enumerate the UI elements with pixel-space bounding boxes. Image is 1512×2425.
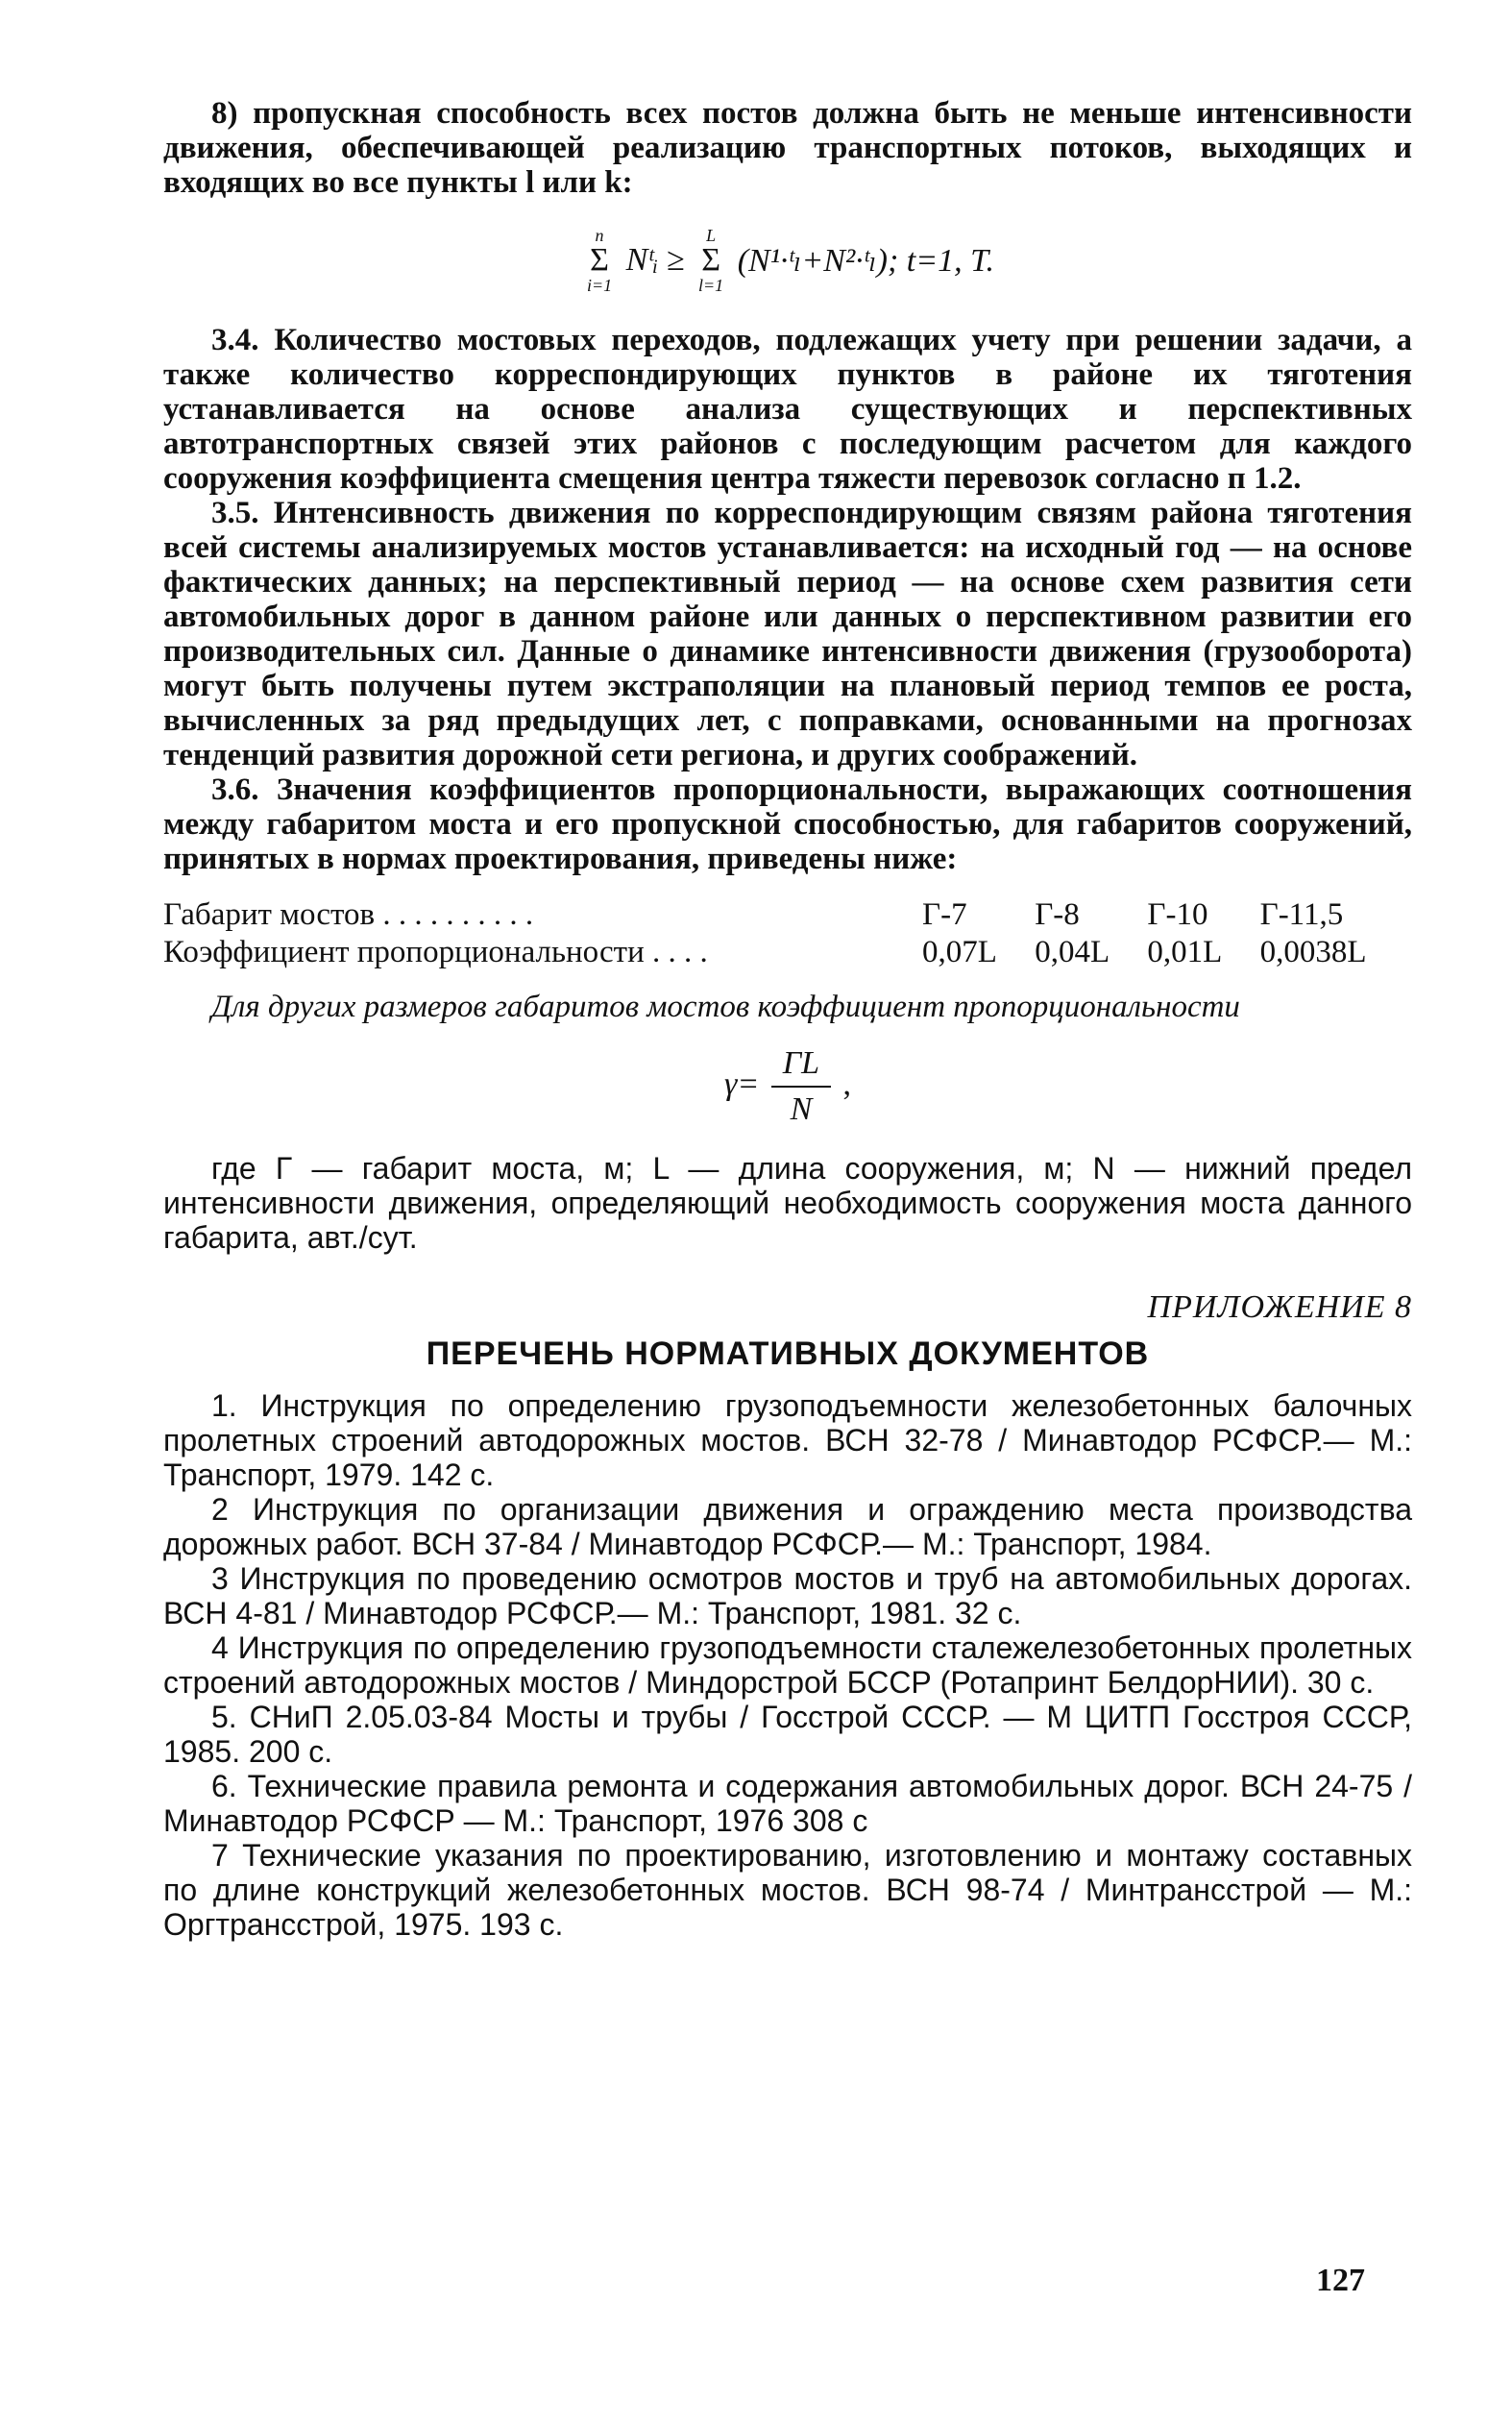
list-item: 2 Инструкция по организации движения и ограждению места производства дорожных работ. ВСН 37-84 / Минавтодор РСФСР.— М.: Транспорт, 1984. <box>163 1492 1412 1561</box>
table-row <box>163 897 1412 935</box>
sum-lower-limit: l=1 <box>698 276 724 295</box>
fraction-denominator: N <box>790 1091 813 1127</box>
appendix-label: ПРИЛОЖЕНИЕ 8 <box>1147 1289 1412 1325</box>
table-cell: Г-11,5 <box>1259 897 1344 932</box>
formula-rhs: (N¹·ᵗₗ+N²·ᵗₗ); t=1, T. <box>737 243 995 279</box>
appendix-title: ПЕРЕЧЕНЬ НОРМАТИВНЫХ ДОКУМЕНТОВ <box>426 1335 1150 1372</box>
gabarit-table <box>163 897 1412 972</box>
coefficient-label: Коэффициент пропорциональности . . . . <box>163 935 708 969</box>
item-8-paragraph: 8) пропускная способность всех постов должна быть не меньше интенсивности движения, обеспечивающей реализацию транспортных потоков, выходящих и входящих во все пункты l или k: <box>163 96 1412 200</box>
list-item: 5. СНиП 2.05.03-84 Мосты и трубы / Госстрой СССР. — М ЦИТП Госстроя СССР, 1985. 200 с. <box>163 1700 1412 1769</box>
table-cell: 0,04L <box>1035 935 1110 969</box>
table-cell: 0,01L <box>1147 935 1223 969</box>
table-cell: Г-10 <box>1147 897 1208 932</box>
other-sizes-text: Для других размеров габаритов мостов коэффициент пропорциональности <box>211 990 1240 1024</box>
formula-tail: , <box>842 1066 852 1102</box>
sigma-symbol: Σ <box>590 242 609 278</box>
list-item: 4 Инструкция по определению грузоподъемности сталежелезобетонных пролетных строений автодорожных мостов / Миндорстрой БССР (Ротапринт БелдорНИИ). 30 с. <box>163 1630 1412 1700</box>
page-content <box>163 96 1412 1942</box>
fraction <box>771 1045 831 1128</box>
formula-lhs: Nᵗᵢ ≥ <box>625 242 685 278</box>
formula-lhs: γ= <box>723 1066 760 1102</box>
list-item: 6. Технические правила ремонта и содержания автомобильных дорог. ВСН 24-75 / Минавтодор РСФСР — М.: Транспорт, 1976 308 с <box>163 1769 1412 1838</box>
references-list <box>163 1388 1412 1942</box>
section-3-6: 3.6. Значения коэффициентов пропорциональности, выражающих соотношения между габаритом моста и его пропускной способностью, для габаритов сооружений, принятых в нормах проектирования, приведены ниже: <box>163 772 1412 876</box>
list-item: 1. Инструкция по определению грузоподъемности железобетонных балочных пролетных строений автодорожных мостов. ВСН 32-78 / Минавтодор РСФСР.— М.: Транспорт, 1979. 142 с. <box>163 1388 1412 1492</box>
where-explanation: где Г — габарит моста, м; L — длина сооружения, м; N — нижний предел интенсивности движения, определяющий необходимость сооружения моста данного габарита, авт./сут. <box>163 1151 1412 1255</box>
sigma-symbol: Σ <box>701 242 720 278</box>
table-cell: Г-7 <box>922 897 967 932</box>
sum-upper-limit: n <box>595 226 604 245</box>
sum-upper-limit: L <box>706 226 717 245</box>
throughput-formula <box>163 227 1412 294</box>
section-3-5: 3.5. Интенсивность движения по корреспондирующим связям района тяготения всей системы анализируемых мостов устанавливается: на исходный год — на основе фактических данных; на перспективный период — на основе схем развития сети автомобильных дорог в данном районе или данных о перспективном развитии его производительных сил. Данные о динамике интенсивности движения (грузооборота) могут быть получены путем экстраполяции на плановый период темпов ее роста, вычисленных за ряд предыдущих лет, с поправками, основанными на прогнозах тенденций развития дорожной сети региона, и других соображений. <box>163 496 1412 772</box>
sum-operator <box>698 227 723 294</box>
table-row <box>163 935 1412 972</box>
fraction-numerator: ГL <box>771 1045 831 1088</box>
table-cell: 0,07L <box>922 935 997 969</box>
proportionality-formula <box>163 1045 1412 1128</box>
list-item: 3 Инструкция по проведению осмотров мостов и труб на автомобильных дорогах. ВСН 4-81 / Минавтодор РСФСР.— М.: Транспорт, 1981. 32 с. <box>163 1561 1412 1630</box>
table-cell: Г-8 <box>1035 897 1080 932</box>
page-number: 127 <box>1316 2263 1365 2298</box>
table-cell: 0,0038L <box>1259 935 1367 969</box>
sum-operator <box>587 227 612 294</box>
gabarit-label: Габарит мостов . . . . . . . . . . <box>163 897 534 932</box>
sum-lower-limit: i=1 <box>586 276 613 295</box>
section-3-4: 3.4. Количество мостовых переходов, подлежащих учету при решении задачи, а также количество корреспондирующих пунктов в районе их тяготения устанавливается на основе анализа существующих и перспективных автотранспортных связей этих районов с последующим расчетом для каждого сооружения коэффициента смещения центра тяжести перевозок согласно п 1.2. <box>163 323 1412 496</box>
list-item: 7 Технические указания по проектированию, изготовлению и монтажу составных по длине конструкций железобетонных мостов. ВСН 98-74 / Минтрансстрой — М.: Оргтрансстрой, 1975. 193 с. <box>163 1838 1412 1942</box>
